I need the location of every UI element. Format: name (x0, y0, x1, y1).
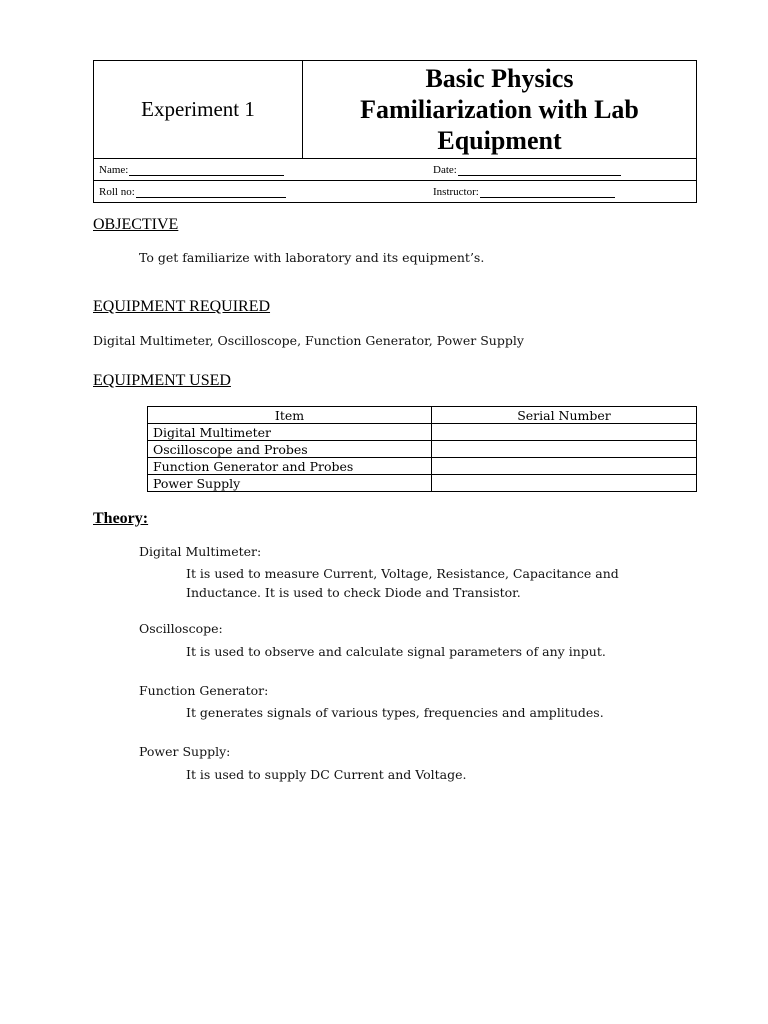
instructor-field (428, 181, 696, 202)
date-field (428, 159, 696, 180)
theory-term-multimeter: Digital Multimeter: (139, 544, 262, 559)
theory-desc-multimeter-1: It is used to measure Current, Voltage, Resistance, Capacitance and (186, 566, 619, 581)
objective-text: To get familiarize with laboratory and its equipment’s. (139, 250, 485, 265)
theory-desc-oscilloscope: It is used to observe and calculate signal parameters of any input. (186, 644, 606, 659)
column-header-item: Item (148, 407, 432, 424)
serial-cell[interactable] (432, 458, 697, 475)
instructor-blank[interactable] (480, 186, 615, 198)
title-line-3: Equipment (437, 126, 562, 155)
title-line-2: Familiarization with Lab (360, 95, 639, 124)
table-row (148, 475, 697, 492)
serial-cell[interactable] (432, 441, 697, 458)
table-row (148, 441, 697, 458)
serial-cell[interactable] (432, 475, 697, 492)
name-label: Name: (99, 163, 129, 176)
equipment-required-text: Digital Multimeter, Oscilloscope, Function Generator, Power Supply (93, 333, 524, 348)
name-field (94, 159, 428, 180)
equipment-table (147, 406, 697, 492)
objective-heading: OBJECTIVE (93, 216, 179, 233)
roll-blank[interactable] (136, 186, 286, 198)
theory-heading: Theory: (93, 510, 149, 527)
theory-desc-function-generator: It generates signals of various types, frequencies and amplitudes. (186, 705, 604, 720)
document-title (303, 61, 696, 158)
theory-desc-multimeter-2: Inductance. It is used to check Diode and Transistor. (186, 585, 521, 600)
item-cell: Oscilloscope and Probes (148, 441, 432, 458)
theory-desc-power-supply: It is used to supply DC Current and Voltage. (186, 767, 467, 782)
date-label: Date: (433, 163, 457, 176)
table-row (148, 424, 697, 441)
roll-label: Roll no: (99, 185, 135, 198)
table-header-row (148, 407, 697, 424)
theory-term-power-supply: Power Supply: (139, 744, 231, 759)
experiment-label: Experiment 1 (94, 61, 303, 158)
item-cell: Function Generator and Probes (148, 458, 432, 475)
name-blank[interactable] (129, 164, 284, 176)
table-row (148, 458, 697, 475)
theory-term-oscilloscope: Oscilloscope: (139, 621, 223, 636)
instructor-label: Instructor: (433, 185, 479, 198)
item-cell: Power Supply (148, 475, 432, 492)
equipment-used-heading: EQUIPMENT USED (93, 372, 231, 389)
title-line-1: Basic Physics (425, 64, 574, 93)
equipment-required-heading: EQUIPMENT REQUIRED (93, 298, 271, 315)
roll-field (94, 181, 428, 202)
column-header-serial: Serial Number (432, 407, 697, 424)
serial-cell[interactable] (432, 424, 697, 441)
date-blank[interactable] (458, 164, 621, 176)
item-cell: Digital Multimeter (148, 424, 432, 441)
header-table (93, 60, 697, 203)
theory-term-function-generator: Function Generator: (139, 683, 269, 698)
